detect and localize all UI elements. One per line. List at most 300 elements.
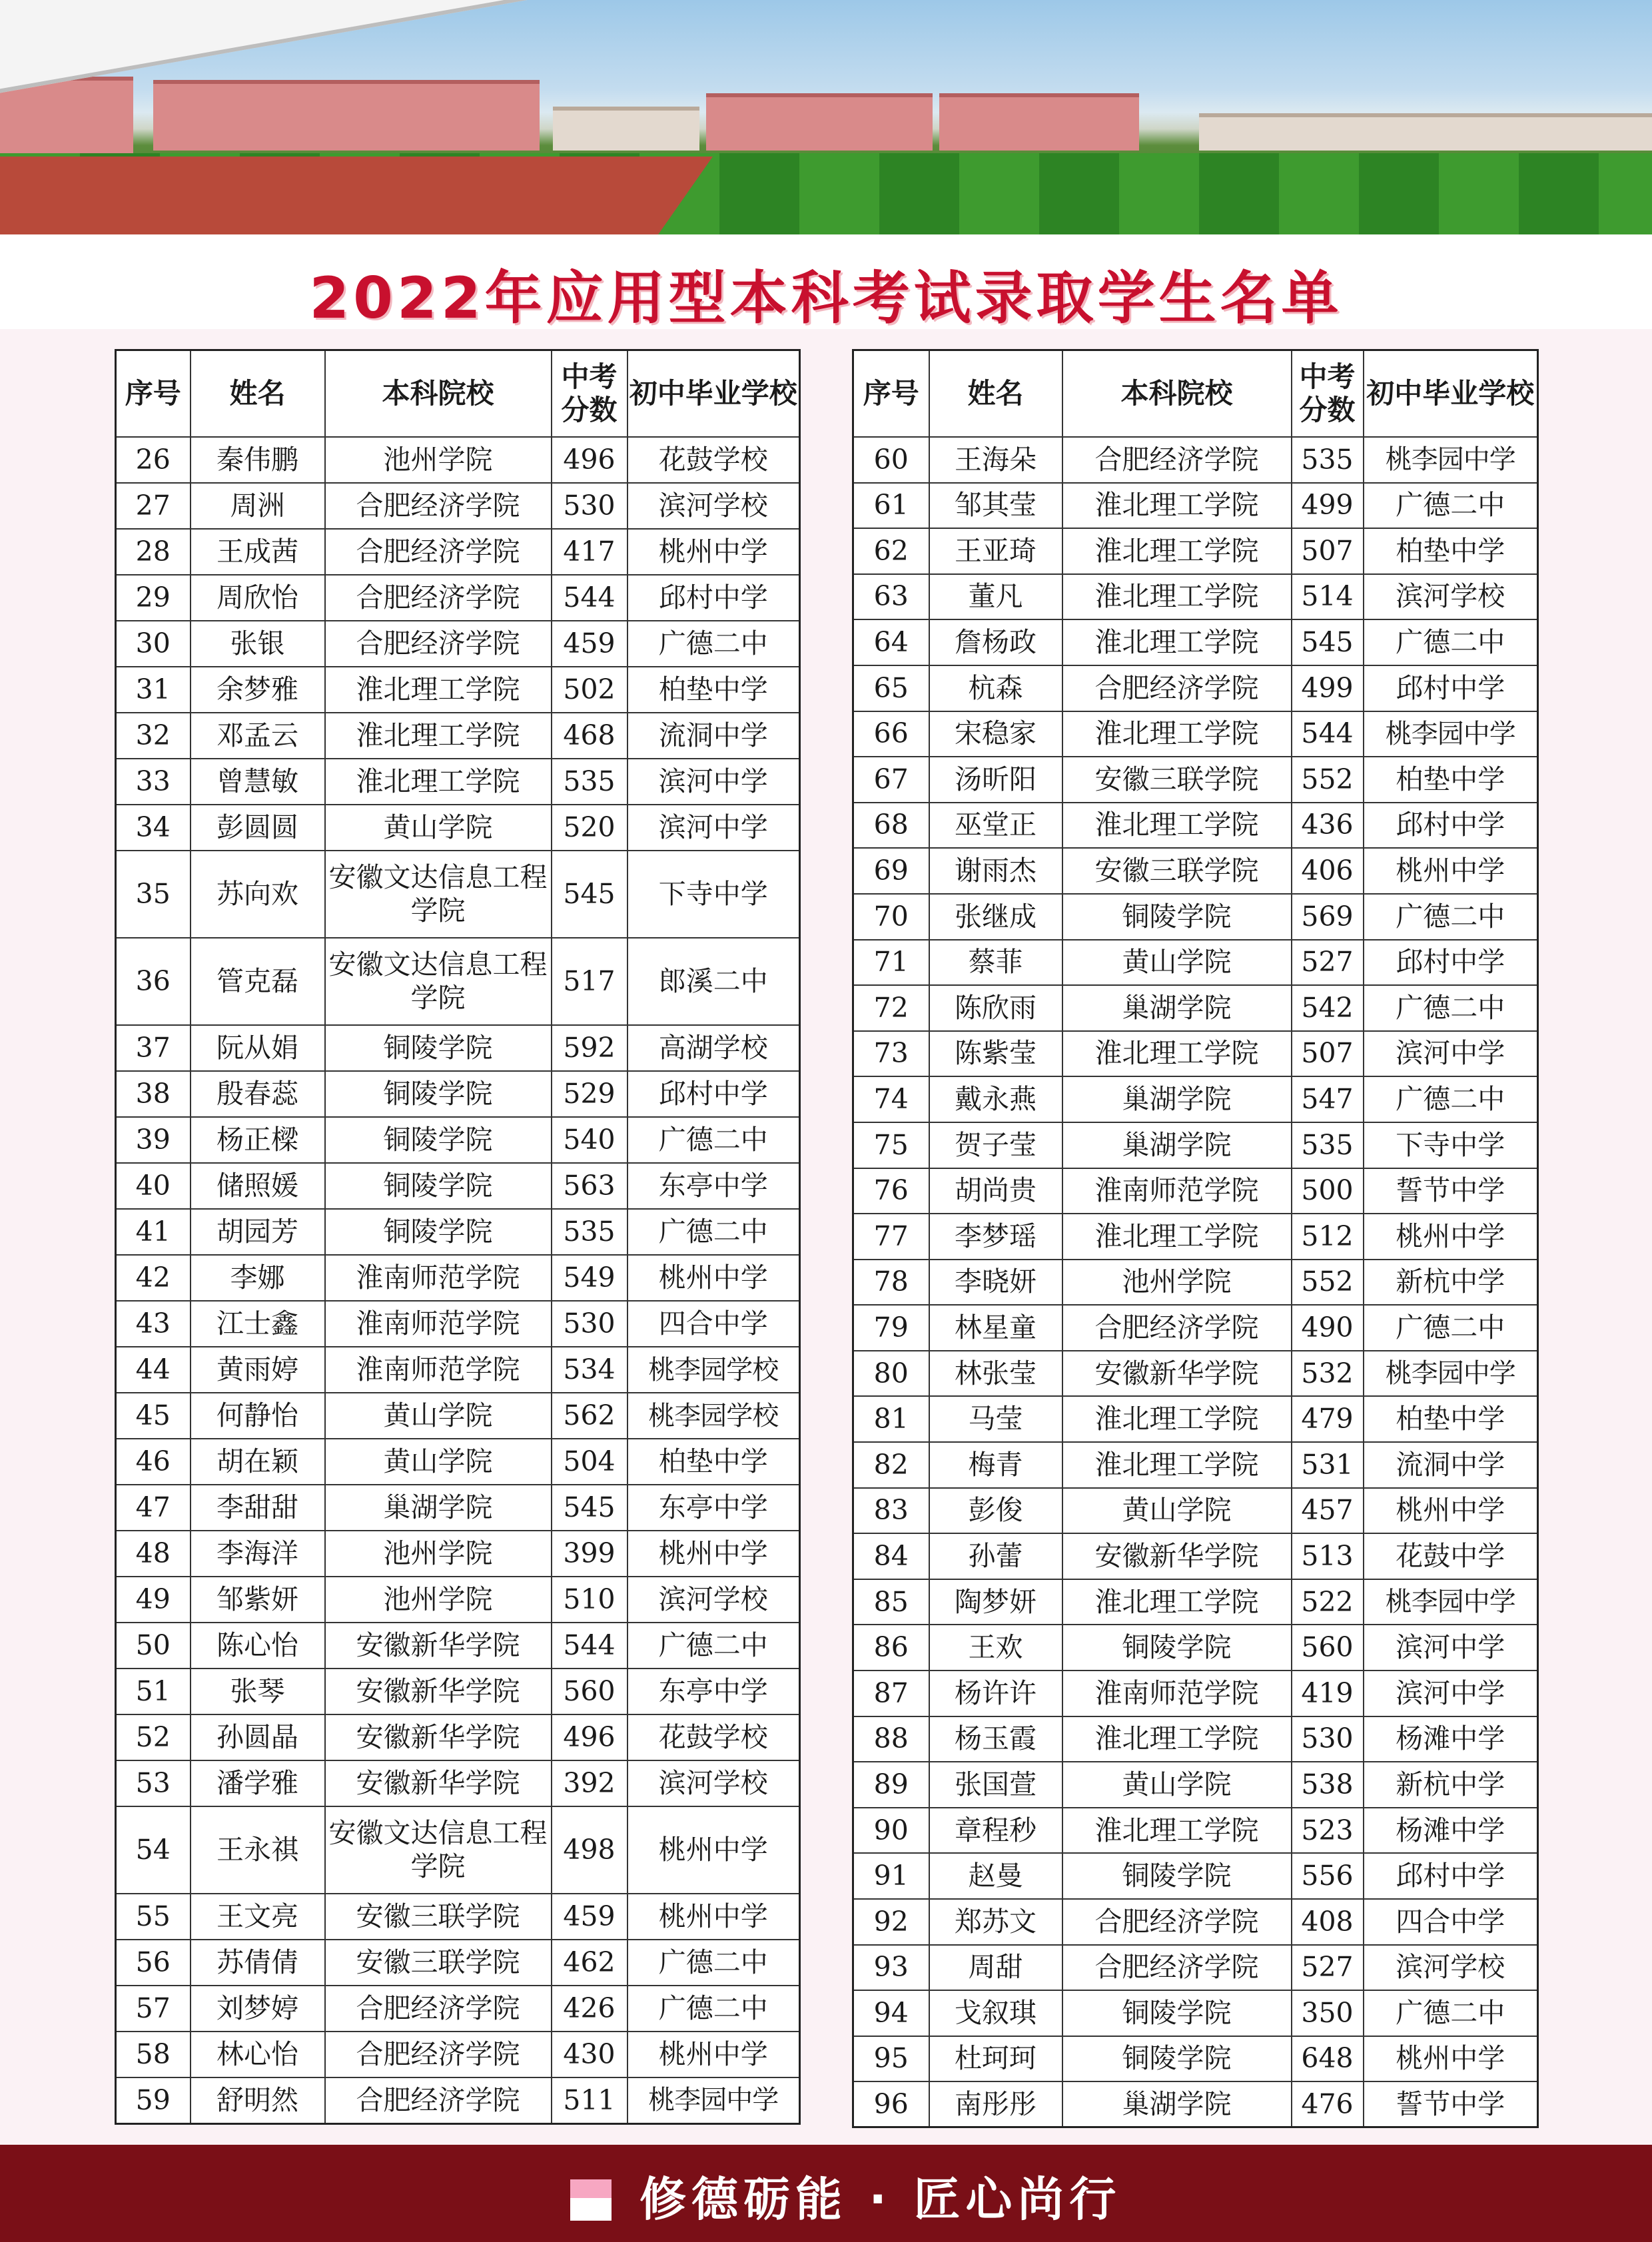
table-row bbox=[116, 1669, 800, 1714]
student-name: 阮从娟 bbox=[191, 1025, 325, 1071]
student-name: 杜珂珂 bbox=[929, 2036, 1062, 2082]
table-row bbox=[116, 938, 800, 1025]
college-name: 淮南师范学院 bbox=[1062, 1168, 1292, 1214]
header-school: 初中毕业学校 bbox=[1364, 350, 1538, 438]
exam-score: 527 bbox=[1292, 940, 1364, 986]
exam-score: 430 bbox=[552, 2032, 627, 2077]
student-name: 梅青 bbox=[929, 1442, 1062, 1488]
student-name: 江士鑫 bbox=[191, 1301, 325, 1347]
student-name: 李晓妍 bbox=[929, 1260, 1062, 1306]
table-row bbox=[116, 2077, 800, 2123]
table-row bbox=[853, 1396, 1538, 1442]
middle-school: 桃州中学 bbox=[627, 1894, 800, 1940]
table-row bbox=[116, 1760, 800, 1806]
table-row bbox=[853, 1990, 1538, 2036]
row-number: 77 bbox=[853, 1214, 929, 1260]
student-name: 张琴 bbox=[191, 1669, 325, 1714]
row-number: 78 bbox=[853, 1260, 929, 1306]
exam-score: 399 bbox=[552, 1531, 627, 1577]
exam-score: 592 bbox=[552, 1025, 627, 1071]
exam-score: 500 bbox=[1292, 1168, 1364, 1214]
table-row bbox=[853, 437, 1538, 483]
college-name: 铜陵学院 bbox=[1062, 1625, 1292, 1671]
college-name: 安徽文达信息工程学院 bbox=[325, 1806, 552, 1894]
college-name: 淮北理工学院 bbox=[1062, 1442, 1292, 1488]
table-row bbox=[853, 1716, 1538, 1762]
middle-school: 滨河中学 bbox=[627, 805, 800, 851]
middle-school: 柏垫中学 bbox=[1364, 757, 1538, 803]
exam-score: 527 bbox=[1292, 1945, 1364, 1991]
table-row bbox=[853, 2036, 1538, 2082]
row-number: 82 bbox=[853, 1442, 929, 1488]
college-name: 巢湖学院 bbox=[1062, 1122, 1292, 1168]
exam-score: 406 bbox=[1292, 848, 1364, 894]
middle-school: 下寺中学 bbox=[1364, 1122, 1538, 1168]
exam-score: 560 bbox=[552, 1669, 627, 1714]
exam-score: 417 bbox=[552, 529, 627, 575]
table-row bbox=[116, 1163, 800, 1209]
college-name: 淮北理工学院 bbox=[1062, 1579, 1292, 1625]
student-name: 邹紫妍 bbox=[191, 1577, 325, 1623]
table-row bbox=[116, 1439, 800, 1485]
table-row bbox=[853, 985, 1538, 1031]
college-name: 安徽三联学院 bbox=[1062, 848, 1292, 894]
college-name: 巢湖学院 bbox=[325, 1485, 552, 1531]
student-name: 陈心怡 bbox=[191, 1623, 325, 1669]
middle-school: 东亭中学 bbox=[627, 1485, 800, 1531]
middle-school: 流洞中学 bbox=[1364, 1442, 1538, 1488]
middle-school: 广德二中 bbox=[1364, 1305, 1538, 1351]
row-number: 64 bbox=[853, 619, 929, 665]
header-name: 姓名 bbox=[191, 350, 325, 438]
exam-score: 544 bbox=[552, 575, 627, 621]
table-row bbox=[853, 1853, 1538, 1899]
college-name: 淮南师范学院 bbox=[325, 1301, 552, 1347]
college-name: 安徽三联学院 bbox=[325, 1894, 552, 1940]
college-name: 巢湖学院 bbox=[1062, 2081, 1292, 2127]
table-row bbox=[853, 1762, 1538, 1808]
student-name: 南彤彤 bbox=[929, 2081, 1062, 2127]
middle-school: 广德二中 bbox=[627, 1940, 800, 1986]
row-number: 86 bbox=[853, 1625, 929, 1671]
row-number: 70 bbox=[853, 894, 929, 940]
middle-school: 邱村中学 bbox=[1364, 1853, 1538, 1899]
student-name: 彭圆圆 bbox=[191, 805, 325, 851]
college-name: 池州学院 bbox=[1062, 1260, 1292, 1306]
table-row bbox=[853, 574, 1538, 620]
student-name: 董凡 bbox=[929, 574, 1062, 620]
middle-school: 滨河学校 bbox=[627, 1760, 800, 1806]
table-row bbox=[853, 1076, 1538, 1122]
row-number: 39 bbox=[116, 1117, 191, 1163]
student-name: 宋稳家 bbox=[929, 711, 1062, 757]
college-name: 黄山学院 bbox=[1062, 940, 1292, 986]
table-row bbox=[853, 2081, 1538, 2127]
middle-school: 滨河中学 bbox=[1364, 1031, 1538, 1077]
header-college: 本科院校 bbox=[1062, 350, 1292, 438]
middle-school: 桃州中学 bbox=[1364, 1488, 1538, 1534]
middle-school: 花鼓中学 bbox=[1364, 1533, 1538, 1579]
middle-school: 桃州中学 bbox=[627, 529, 800, 575]
middle-school: 滨河学校 bbox=[627, 483, 800, 529]
table-row bbox=[853, 940, 1538, 986]
middle-school: 邱村中学 bbox=[1364, 803, 1538, 849]
middle-school: 滨河中学 bbox=[1364, 1671, 1538, 1716]
college-name: 安徽新华学院 bbox=[1062, 1351, 1292, 1397]
table-header-row bbox=[116, 350, 800, 438]
row-number: 41 bbox=[116, 1209, 191, 1255]
student-name: 王文亮 bbox=[191, 1894, 325, 1940]
middle-school: 滨河中学 bbox=[627, 759, 800, 805]
table-row bbox=[116, 529, 800, 575]
middle-school: 广德二中 bbox=[1364, 1076, 1538, 1122]
student-name: 章程秒 bbox=[929, 1808, 1062, 1854]
college-name: 淮北理工学院 bbox=[1062, 803, 1292, 849]
middle-school: 誓节中学 bbox=[1364, 1168, 1538, 1214]
student-name: 王海朵 bbox=[929, 437, 1062, 483]
exam-score: 459 bbox=[552, 621, 627, 667]
student-name: 郑苏文 bbox=[929, 1899, 1062, 1945]
college-name: 淮南师范学院 bbox=[1062, 1671, 1292, 1716]
student-name: 谢雨杰 bbox=[929, 848, 1062, 894]
exam-score: 468 bbox=[552, 713, 627, 759]
middle-school: 邱村中学 bbox=[627, 1071, 800, 1117]
footer-slogan: 修德砺能 · 匠心尚行 bbox=[639, 2172, 1122, 2227]
middle-school: 桃州中学 bbox=[627, 1531, 800, 1577]
student-name: 林星童 bbox=[929, 1305, 1062, 1351]
student-name: 周洲 bbox=[191, 483, 325, 529]
student-name: 管克磊 bbox=[191, 938, 325, 1025]
student-name: 张国萱 bbox=[929, 1762, 1062, 1808]
middle-school: 四合中学 bbox=[1364, 1899, 1538, 1945]
row-number: 50 bbox=[116, 1623, 191, 1669]
row-number: 40 bbox=[116, 1163, 191, 1209]
middle-school: 流洞中学 bbox=[627, 713, 800, 759]
college-name: 淮北理工学院 bbox=[1062, 1031, 1292, 1077]
college-name: 黄山学院 bbox=[325, 1393, 552, 1439]
student-name: 胡园芳 bbox=[191, 1209, 325, 1255]
table-header-row bbox=[853, 350, 1538, 438]
college-name: 安徽三联学院 bbox=[1062, 757, 1292, 803]
student-name: 张银 bbox=[191, 621, 325, 667]
admission-table-left bbox=[115, 349, 801, 2125]
middle-school: 桃州中学 bbox=[627, 1806, 800, 1894]
exam-score: 419 bbox=[1292, 1671, 1364, 1716]
college-name: 安徽三联学院 bbox=[325, 1940, 552, 1986]
middle-school: 四合中学 bbox=[627, 1301, 800, 1347]
table-row bbox=[853, 1533, 1538, 1579]
exam-score: 457 bbox=[1292, 1488, 1364, 1534]
college-name: 铜陵学院 bbox=[325, 1163, 552, 1209]
exam-score: 517 bbox=[552, 938, 627, 1025]
middle-school: 新杭中学 bbox=[1364, 1762, 1538, 1808]
middle-school: 广德二中 bbox=[1364, 985, 1538, 1031]
header-score: 中考分数 bbox=[1292, 350, 1364, 438]
exam-score: 534 bbox=[552, 1347, 627, 1393]
row-number: 65 bbox=[853, 665, 929, 711]
middle-school: 桃李园学校 bbox=[627, 1393, 800, 1439]
table-row bbox=[116, 1940, 800, 1986]
college-name: 淮北理工学院 bbox=[325, 713, 552, 759]
student-name: 陈紫莹 bbox=[929, 1031, 1062, 1077]
student-name: 蔡菲 bbox=[929, 940, 1062, 986]
middle-school: 桃李园中学 bbox=[1364, 711, 1538, 757]
row-number: 79 bbox=[853, 1305, 929, 1351]
student-name: 李海洋 bbox=[191, 1531, 325, 1577]
student-name: 戴永燕 bbox=[929, 1076, 1062, 1122]
student-name: 邓孟云 bbox=[191, 713, 325, 759]
middle-school: 柏垫中学 bbox=[1364, 1396, 1538, 1442]
exam-score: 350 bbox=[1292, 1990, 1364, 2036]
row-number: 83 bbox=[853, 1488, 929, 1534]
college-name: 淮北理工学院 bbox=[1062, 1716, 1292, 1762]
college-name: 铜陵学院 bbox=[325, 1117, 552, 1163]
exam-score: 496 bbox=[552, 437, 627, 483]
table-row bbox=[853, 1579, 1538, 1625]
exam-score: 514 bbox=[1292, 574, 1364, 620]
student-name: 陶梦妍 bbox=[929, 1579, 1062, 1625]
row-number: 36 bbox=[116, 938, 191, 1025]
student-name: 李甜甜 bbox=[191, 1485, 325, 1531]
middle-school: 广德二中 bbox=[627, 1117, 800, 1163]
student-name: 曾慧敏 bbox=[191, 759, 325, 805]
row-number: 94 bbox=[853, 1990, 929, 2036]
row-number: 53 bbox=[116, 1760, 191, 1806]
table-row bbox=[853, 1214, 1538, 1260]
middle-school: 广德二中 bbox=[627, 1209, 800, 1255]
table-row bbox=[853, 711, 1538, 757]
exam-score: 496 bbox=[552, 1714, 627, 1760]
table-row bbox=[853, 1899, 1538, 1945]
student-name: 杨玉霞 bbox=[929, 1716, 1062, 1762]
college-name: 黄山学院 bbox=[1062, 1488, 1292, 1534]
student-name: 张继成 bbox=[929, 894, 1062, 940]
row-number: 29 bbox=[116, 575, 191, 621]
table-row bbox=[116, 1806, 800, 1894]
college-name: 合肥经济学院 bbox=[325, 575, 552, 621]
row-number: 44 bbox=[116, 1347, 191, 1393]
college-name: 铜陵学院 bbox=[325, 1025, 552, 1071]
college-name: 铜陵学院 bbox=[1062, 2036, 1292, 2082]
college-name: 淮南师范学院 bbox=[325, 1255, 552, 1301]
college-name: 淮北理工学院 bbox=[1062, 1214, 1292, 1260]
middle-school: 邱村中学 bbox=[627, 575, 800, 621]
row-number: 45 bbox=[116, 1393, 191, 1439]
footer-logo-icon bbox=[570, 2179, 612, 2221]
college-name: 淮北理工学院 bbox=[1062, 619, 1292, 665]
college-name: 铜陵学院 bbox=[1062, 894, 1292, 940]
header-college: 本科院校 bbox=[325, 350, 552, 438]
middle-school: 杨滩中学 bbox=[1364, 1716, 1538, 1762]
row-number: 42 bbox=[116, 1255, 191, 1301]
college-name: 安徽文达信息工程学院 bbox=[325, 938, 552, 1025]
exam-score: 535 bbox=[1292, 437, 1364, 483]
student-name: 王亚琦 bbox=[929, 528, 1062, 574]
middle-school: 下寺中学 bbox=[627, 851, 800, 938]
table-row bbox=[116, 1301, 800, 1347]
table-row bbox=[116, 483, 800, 529]
row-number: 73 bbox=[853, 1031, 929, 1077]
student-name: 王永祺 bbox=[191, 1806, 325, 1894]
table-row bbox=[116, 621, 800, 667]
exam-score: 502 bbox=[552, 667, 627, 713]
exam-score: 511 bbox=[552, 2077, 627, 2123]
middle-school: 广德二中 bbox=[1364, 619, 1538, 665]
student-name: 马莹 bbox=[929, 1396, 1062, 1442]
college-name: 合肥经济学院 bbox=[1062, 437, 1292, 483]
student-name: 苏倩倩 bbox=[191, 1940, 325, 1986]
middle-school: 广德二中 bbox=[627, 621, 800, 667]
student-name: 舒明然 bbox=[191, 2077, 325, 2123]
middle-school: 邱村中学 bbox=[1364, 940, 1538, 986]
row-number: 61 bbox=[853, 483, 929, 529]
table-row bbox=[116, 1209, 800, 1255]
row-number: 26 bbox=[116, 437, 191, 483]
middle-school: 广德二中 bbox=[1364, 894, 1538, 940]
table-row bbox=[116, 667, 800, 713]
college-name: 淮北理工学院 bbox=[325, 759, 552, 805]
row-number: 91 bbox=[853, 1853, 929, 1899]
middle-school: 滨河学校 bbox=[1364, 574, 1538, 620]
row-number: 52 bbox=[116, 1714, 191, 1760]
middle-school: 东亭中学 bbox=[627, 1669, 800, 1714]
student-name: 储照媛 bbox=[191, 1163, 325, 1209]
table-row bbox=[116, 851, 800, 938]
exam-score: 535 bbox=[552, 1209, 627, 1255]
middle-school: 新杭中学 bbox=[1364, 1260, 1538, 1306]
row-number: 75 bbox=[853, 1122, 929, 1168]
student-name: 林张莹 bbox=[929, 1351, 1062, 1397]
student-name: 何静怡 bbox=[191, 1393, 325, 1439]
table-row bbox=[853, 528, 1538, 574]
row-number: 71 bbox=[853, 940, 929, 986]
row-number: 35 bbox=[116, 851, 191, 938]
college-name: 黄山学院 bbox=[1062, 1762, 1292, 1808]
college-name: 淮北理工学院 bbox=[1062, 711, 1292, 757]
table-row bbox=[853, 1808, 1538, 1854]
middle-school: 桃李园中学 bbox=[1364, 1351, 1538, 1397]
footer-bar bbox=[0, 2145, 1652, 2242]
header-school: 初中毕业学校 bbox=[627, 350, 800, 438]
table-row bbox=[853, 1260, 1538, 1306]
student-name: 赵曼 bbox=[929, 1853, 1062, 1899]
table-row bbox=[853, 894, 1538, 940]
student-name: 苏向欢 bbox=[191, 851, 325, 938]
college-name: 安徽新华学院 bbox=[325, 1669, 552, 1714]
student-name: 余梦雅 bbox=[191, 667, 325, 713]
exam-score: 513 bbox=[1292, 1533, 1364, 1579]
row-number: 51 bbox=[116, 1669, 191, 1714]
table-row bbox=[116, 437, 800, 483]
row-number: 34 bbox=[116, 805, 191, 851]
exam-score: 510 bbox=[552, 1577, 627, 1623]
student-name: 彭俊 bbox=[929, 1488, 1062, 1534]
header-score: 中考分数 bbox=[552, 350, 627, 438]
table-row bbox=[853, 1351, 1538, 1397]
middle-school: 邱村中学 bbox=[1364, 665, 1538, 711]
college-name: 合肥经济学院 bbox=[1062, 1305, 1292, 1351]
row-number: 84 bbox=[853, 1533, 929, 1579]
exam-score: 507 bbox=[1292, 528, 1364, 574]
table-row bbox=[116, 1117, 800, 1163]
exam-score: 512 bbox=[1292, 1214, 1364, 1260]
student-name: 孙圆晶 bbox=[191, 1714, 325, 1760]
table-row bbox=[116, 1714, 800, 1760]
middle-school: 桃李园中学 bbox=[627, 2077, 800, 2123]
student-name: 李梦瑶 bbox=[929, 1214, 1062, 1260]
college-name: 合肥经济学院 bbox=[325, 529, 552, 575]
middle-school: 誓节中学 bbox=[1364, 2081, 1538, 2127]
table-row bbox=[853, 1488, 1538, 1534]
campus-banner-image bbox=[0, 0, 1652, 234]
table-row bbox=[116, 1577, 800, 1623]
exam-score: 499 bbox=[1292, 483, 1364, 529]
college-name: 合肥经济学院 bbox=[1062, 1899, 1292, 1945]
exam-score: 560 bbox=[1292, 1625, 1364, 1671]
student-name: 周甜 bbox=[929, 1945, 1062, 1991]
table-row bbox=[116, 713, 800, 759]
exam-score: 498 bbox=[552, 1806, 627, 1894]
header-name: 姓名 bbox=[929, 350, 1062, 438]
college-name: 淮北理工学院 bbox=[1062, 1808, 1292, 1854]
table-row bbox=[853, 803, 1538, 849]
student-name: 王欢 bbox=[929, 1625, 1062, 1671]
middle-school: 花鼓学校 bbox=[627, 437, 800, 483]
table-row bbox=[853, 1671, 1538, 1716]
table-row bbox=[853, 483, 1538, 529]
table-row bbox=[116, 805, 800, 851]
row-number: 33 bbox=[116, 759, 191, 805]
exam-score: 462 bbox=[552, 1940, 627, 1986]
middle-school: 桃州中学 bbox=[627, 1255, 800, 1301]
college-name: 淮南师范学院 bbox=[325, 1347, 552, 1393]
student-name: 潘学雅 bbox=[191, 1760, 325, 1806]
row-number: 48 bbox=[116, 1531, 191, 1577]
table-row bbox=[116, 1393, 800, 1439]
college-name: 安徽新华学院 bbox=[1062, 1533, 1292, 1579]
exam-score: 648 bbox=[1292, 2036, 1364, 2082]
student-name: 林心怡 bbox=[191, 2032, 325, 2077]
middle-school: 广德二中 bbox=[627, 1623, 800, 1669]
middle-school: 桃州中学 bbox=[1364, 848, 1538, 894]
student-name: 李娜 bbox=[191, 1255, 325, 1301]
college-name: 合肥经济学院 bbox=[325, 2077, 552, 2123]
table-row bbox=[116, 1894, 800, 1940]
table-row bbox=[853, 665, 1538, 711]
exam-score: 499 bbox=[1292, 665, 1364, 711]
college-name: 安徽新华学院 bbox=[325, 1714, 552, 1760]
middle-school: 桃州中学 bbox=[1364, 1214, 1538, 1260]
row-number: 90 bbox=[853, 1808, 929, 1854]
table-row bbox=[116, 1623, 800, 1669]
table-row bbox=[116, 1347, 800, 1393]
college-name: 淮北理工学院 bbox=[1062, 528, 1292, 574]
college-name: 巢湖学院 bbox=[1062, 985, 1292, 1031]
middle-school: 广德二中 bbox=[1364, 483, 1538, 529]
exam-score: 507 bbox=[1292, 1031, 1364, 1077]
row-number: 32 bbox=[116, 713, 191, 759]
college-name: 合肥经济学院 bbox=[325, 483, 552, 529]
table-row bbox=[116, 1531, 800, 1577]
exam-score: 522 bbox=[1292, 1579, 1364, 1625]
row-number: 55 bbox=[116, 1894, 191, 1940]
student-name: 秦伟鹏 bbox=[191, 437, 325, 483]
college-name: 黄山学院 bbox=[325, 805, 552, 851]
middle-school: 桃州中学 bbox=[1364, 2036, 1538, 2082]
college-name: 合肥经济学院 bbox=[325, 621, 552, 667]
middle-school: 广德二中 bbox=[627, 1986, 800, 2032]
exam-score: 549 bbox=[552, 1255, 627, 1301]
